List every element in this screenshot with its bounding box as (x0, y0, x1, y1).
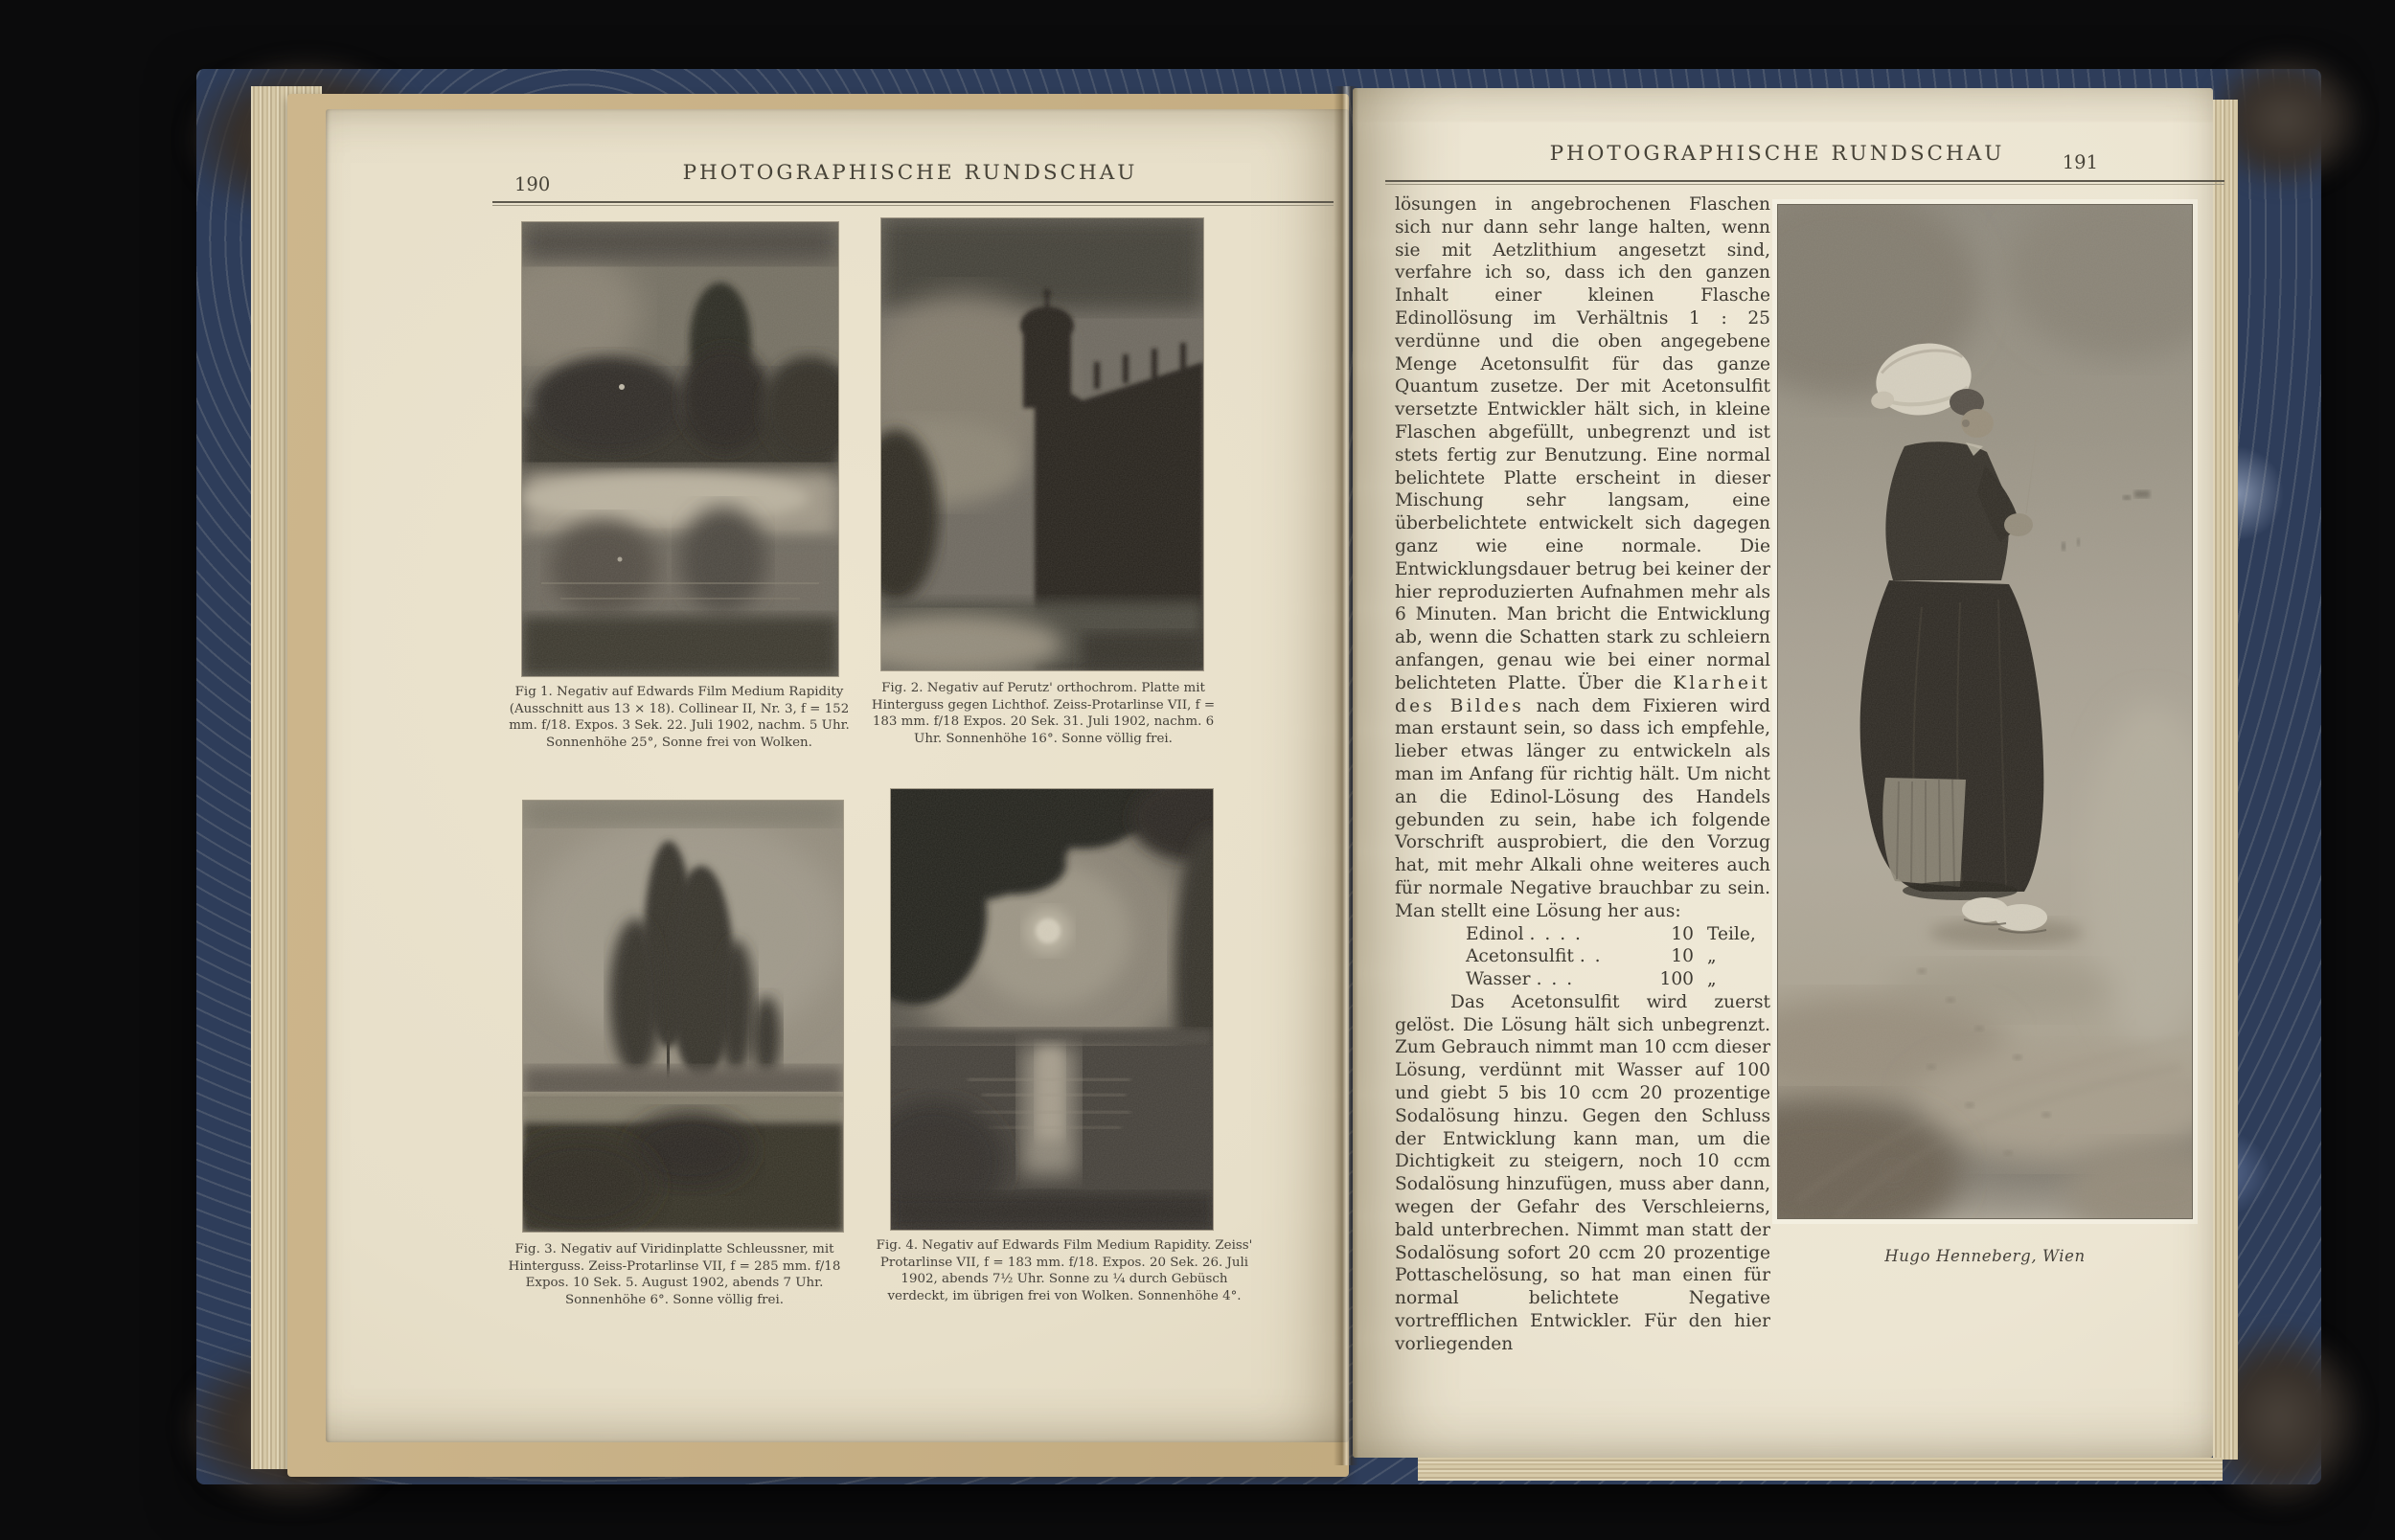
recipe-dots: . . (1579, 946, 1603, 967)
article-text-column (1395, 193, 1770, 1356)
recipe-ingredient: Acetonsulfit (1466, 946, 1574, 967)
body-paragraph-1 (1395, 193, 1770, 923)
page-number-right: 191 (2062, 151, 2098, 173)
developer-recipe (1395, 923, 1770, 991)
recipe-row (1395, 945, 1770, 968)
header-rule-right (1385, 180, 2224, 182)
recipe-quantity: 100 (1659, 969, 1694, 990)
recipe-row (1395, 968, 1770, 991)
recipe-dots: . . . (1536, 969, 1575, 990)
figure-4-photo (891, 789, 1213, 1230)
figure-2-photo (881, 218, 1203, 670)
figure-3-image (523, 801, 843, 1232)
header-rule-left-2 (492, 205, 1334, 206)
plate-photo (1778, 205, 2192, 1218)
figure-1-photo (522, 222, 838, 676)
plate-image (1778, 205, 2192, 1218)
para1-emphasis: Klarheit des Bildes (1395, 672, 1770, 716)
figure-1-image (522, 222, 838, 676)
figure-4-caption: Fig. 4. Negativ auf Edwards Film Medium Rapidity. Zeiss' Protarlinse VII, f = 183 mm. f/18. Expos. 20 Sek. 26. Juli 1902, abends 7½ Uhr. Sonne zu ¼ durch Gebüsch verdeckt, im übrigen frei von Wolken. Sonnenhöhe 4°. (876, 1238, 1253, 1303)
recipe-unit: „ (1707, 946, 1717, 967)
recipe-ingredient: Edinol (1466, 923, 1524, 944)
photographer-monogram: HH (1883, 1165, 1903, 1177)
running-title-left: PHOTOGRAPHISCHE RUNDSCHAU (682, 161, 1138, 185)
plate-caption: Hugo Henneberg, Wien (1884, 1247, 2086, 1265)
recipe-quantity: 10 (1671, 946, 1694, 967)
figure-3-photo (523, 801, 843, 1232)
running-title-right: PHOTOGRAPHISCHE RUNDSCHAU (1549, 142, 2005, 166)
recipe-row (1395, 923, 1770, 946)
recipe-unit: Teile, (1707, 923, 1756, 944)
header-rule-right-2 (1385, 184, 2224, 185)
para1-pre: lösungen in angebrochenen Flaschen sich nur dann sehr lange halten, wenn sie mit Aetzlithium angesetzt sind, verfahre ich so, dass ich den ganzen Inhalt einer kleinen Flasche Edinollösung im Verhältnis 1 : 25 verdünne und die oben angegebene Menge Acetonsulfit für das ganze Quantum zusetze. Der mit Acetonsulfit versetzte Entwickler hält sich, in kleine Flaschen abgefüllt, unbegrenzt und ist stets fertig zur Benutzung. Eine normal belichtete Platte erscheint in dieser Mischung sehr langsam, eine überbelichtete entwickelt sich dagegen ganz wie eine normale. Die Entwicklungsdauer betrug bei keiner der hier reproduzierten Aufnahmen mehr als 6 Minuten. Man bricht die Entwicklung ab, wenn die Schatten stark zu schleiern anfangen, genau wie bei einer normal belichteten Platte. Über die (1395, 194, 1770, 693)
figure-2-image (881, 218, 1203, 670)
page-edges-right (2213, 100, 2238, 1460)
para1-post: nach dem Fixieren wird man erstaunt sein, so dass ich empfehle, lieber etwas länger zu entwickeln als man im Anfang für richtig hält. Um nicht an die Edinol-Lösung des Handels gebunden zu sein, habe ich folgende Vorschrift ausprobiert, die den Vorzug hat, mit mehr Alkali ohne weiteres auch für normale Negative brauchbar zu sein. Man stellt eine Lösung her aus: (1395, 695, 1770, 921)
page-number-left: 190 (514, 173, 551, 195)
recipe-unit: „ (1707, 969, 1717, 990)
header-rule-left (492, 201, 1334, 203)
figure-4-image (891, 789, 1213, 1230)
recipe-quantity: 10 (1671, 923, 1694, 944)
recipe-dots: . . . . (1529, 923, 1583, 944)
recipe-ingredient: Wasser (1466, 969, 1531, 990)
page-edges-bottom (1418, 1458, 2223, 1481)
figure-3-caption: Fig. 3. Negativ auf Viridinplatte Schleussner, mit Hinterguss. Zeiss-Protarlinse VII, f = 285 mm. f/18 Expos. 10 Sek. 5. August 1902, abends 7 Uhr. Sonnenhöhe 6°. Sonne völlig frei. (508, 1242, 841, 1307)
figure-2-caption: Fig. 2. Negativ auf Perutz' orthochrom. Platte mit Hinterguss gegen Lichthof. Zeiss-Protarlinse VII, f = 183 mm. f/18 Expos. 20 Sek. 31. Juli 1902, nachm. 6 Uhr. Sonnenhöhe 16°. Sonne völlig frei. (871, 681, 1216, 746)
book-gutter (1334, 86, 1358, 1465)
body-paragraph-2: Das Acetonsulfit wird zuerst gelöst. Die Lösung hält sich unbegrenzt. Zum Gebrauch nimmt man 10 ccm dieser Lösung, verdünnt mit Wasser auf 100 und giebt 5 bis 10 ccm 20 prozentige Sodalösung hinzu. Gegen den Schluss der Entwicklung kann man, um die Dichtigkeit zu steigern, noch 10 ccm Sodalösung hinzufügen, muss aber dann, wegen der Gefahr des Verschleierns, bald unterbrechen. Nimmt man statt der Sodalösung sofort 20 ccm 20 prozentige Pottaschelösung, so hat man einen für normal belichtete Negative vortrefflichen Entwickler. Für den hier vorliegenden (1395, 991, 1770, 1354)
figure-1-caption: Fig 1. Negativ auf Edwards Film Medium Rapidity (Ausschnitt aus 13 × 18). Collinear II, Nr. 3, f = 152 mm. f/18. Expos. 3 Sek. 22. Juli 1902, nachm. 5 Uhr. Sonnenhöhe 25°, Sonne frei von Wolken. (509, 685, 850, 750)
